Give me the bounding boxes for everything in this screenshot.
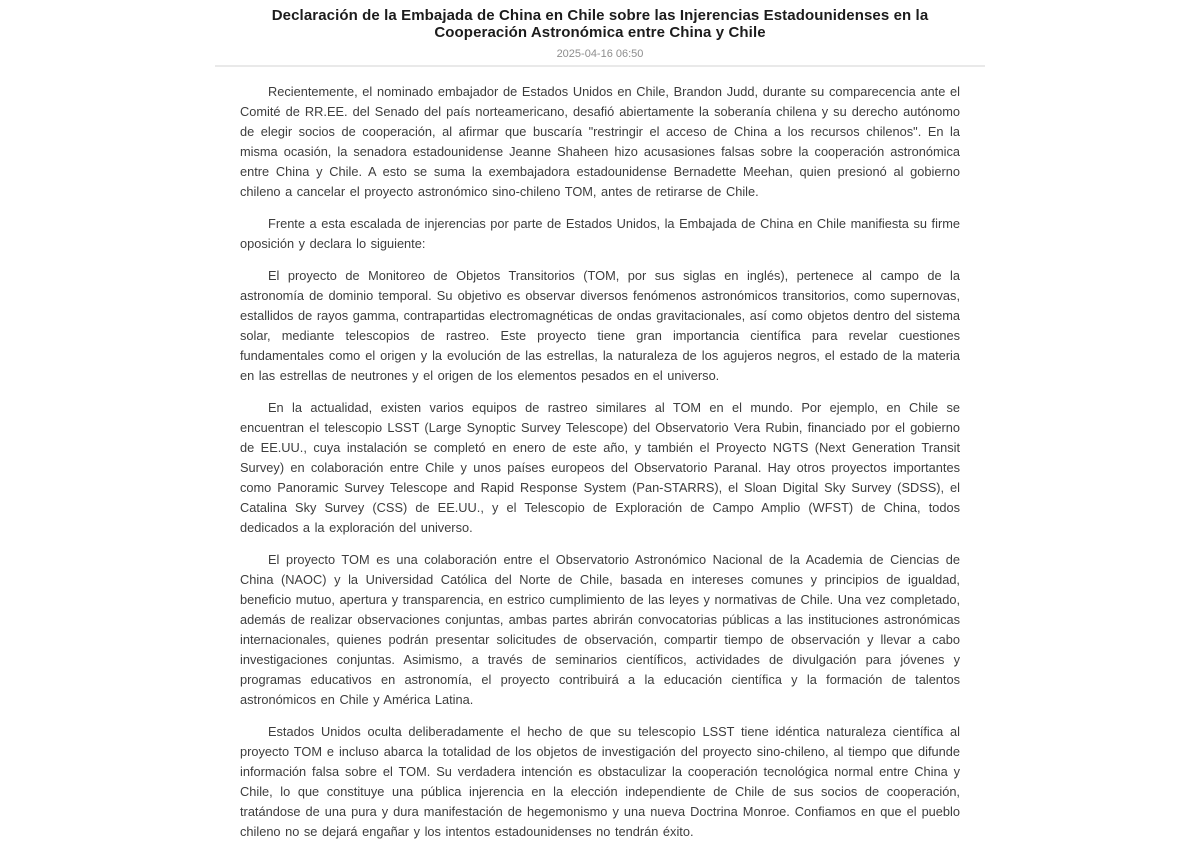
- paragraph-2: Frente a esta escalada de injerencias por parte de Estados Unidos, la Embajada de China en Chile manifiesta su firme oposición y declara lo siguiente:: [240, 216, 960, 251]
- document-body: [240, 82, 960, 842]
- header-divider: [215, 65, 985, 67]
- document-date: 2025-04-16 06:50: [556, 48, 644, 60]
- document-header: [0, 0, 1200, 60]
- paragraph-4: En la actualidad, existen varios equipos de rastreo similares al TOM en el mundo. Por ejemplo, en Chile se encuentran el telescopio LSST (Large Synoptic Survey Telescope) del Observatorio Vera Rubin, financiado por el gobierno de EE.UU., cuya instalación se completó en enero de este año, y también el Proyecto NGTS (Next Generation Transit Survey) en colaboración entre Chile y unos países europeos del Observatorio Paranal. Hay otros proyectos importantes como Panoramic Survey Telescope and Rapid Response System (Pan-STARRS), el Sloan Digital Sky Survey (SDSS), el Catalina Sky Survey (CSS) de EE.UU., y el Telescopio de Exploración de Campo Amplio (WFST) de China, todos dedicados a la exploración del universo.: [240, 400, 960, 535]
- document-title: Declaración de la Embajada de China en Chile sobre las Injerencias Estadounidenses en la Cooperación Astronómica entre China y Chile: [271, 7, 929, 41]
- paragraph-1: Recientemente, el nominado embajador de Estados Unidos en Chile, Brandon Judd, durante su comparecencia ante el Comité de RR.EE. del Senado del país norteamericano, desafió abiertamente la soberanía chilena y su derecho autónomo de elegir socios de cooperación, al afirmar que buscaría "restringir el acceso de China a los recursos chilenos". En la misma ocasión, la senadora estadounidense Jeanne Shaheen hizo acusasiones falsas sobre la cooperación astronómica entre China y Chile. A esto se suma la exembajadora estadounidense Bernadette Meehan, quien presionó al gobierno chileno a cancelar el proyecto astronómico sino-chileno TOM, antes de retirarse de Chile.: [240, 84, 960, 199]
- paragraph-3: El proyecto de Monitoreo de Objetos Transitorios (TOM, por sus siglas en inglés), pertenece al campo de la astronomía de dominio temporal. Su objetivo es observar diversos fenómenos astronómicos transitorios, como supernovas, estallidos de rayos gamma, contrapartidas electromagnéticas de ondas gravitacionales, así como objetos dentro del sistema solar, mediante telescopios de rastreo. Este proyecto tiene gran importancia científica para revelar cuestiones fundamentales como el origen y la evolución de las estrellas, la naturaleza de los agujeros negros, el estado de la materia en las estrellas de neutrones y el origen de los elementos pesados en el universo.: [240, 268, 960, 383]
- paragraph-5: El proyecto TOM es una colaboración entre el Observatorio Astronómico Nacional de la Academia de Ciencias de China (NAOC) y la Universidad Católica del Norte de Chile, basada en intereses comunes y principios de igualdad, beneficio mutuo, apertura y transparencia, en estrico cumplimiento de las leyes y normativas de Chile. Una vez completado, además de realizar observaciones conjuntas, ambas partes abrirán convocatorias públicas a las instituciones astronómicas internacionales, quienes podrán presentar solicitudes de observación, compartir tiempo de observación y llevar a cabo investigaciones conjuntas. Asimismo, a través de seminarios científicos, actividades de divulgación para jóvenes y programas educativos en astronomía, el proyecto contribuirá a la educación científica y la formación de talentos astronómicos en Chile y América Latina.: [240, 552, 960, 707]
- paragraph-6: Estados Unidos oculta deliberadamente el hecho de que su telescopio LSST tiene idéntica naturaleza científica al proyecto TOM e incluso abarca la totalidad de los objetos de investigación del proyecto sino-chileno, al tiempo que difunde información falsa sobre el TOM. Su verdadera intención es obstaculizar la cooperación tecnológica normal entre China y Chile, lo que constituye una pública injerencia en la elección independiente de Chile de sus socios de cooperación, tratándose de una pura y dura manifestación de hegemonismo y una nueva Doctrina Monroe. Confiamos en que el pueblo chileno no se dejará engañar y los intentos estadounidenses no tendrán éxito.: [240, 724, 960, 839]
